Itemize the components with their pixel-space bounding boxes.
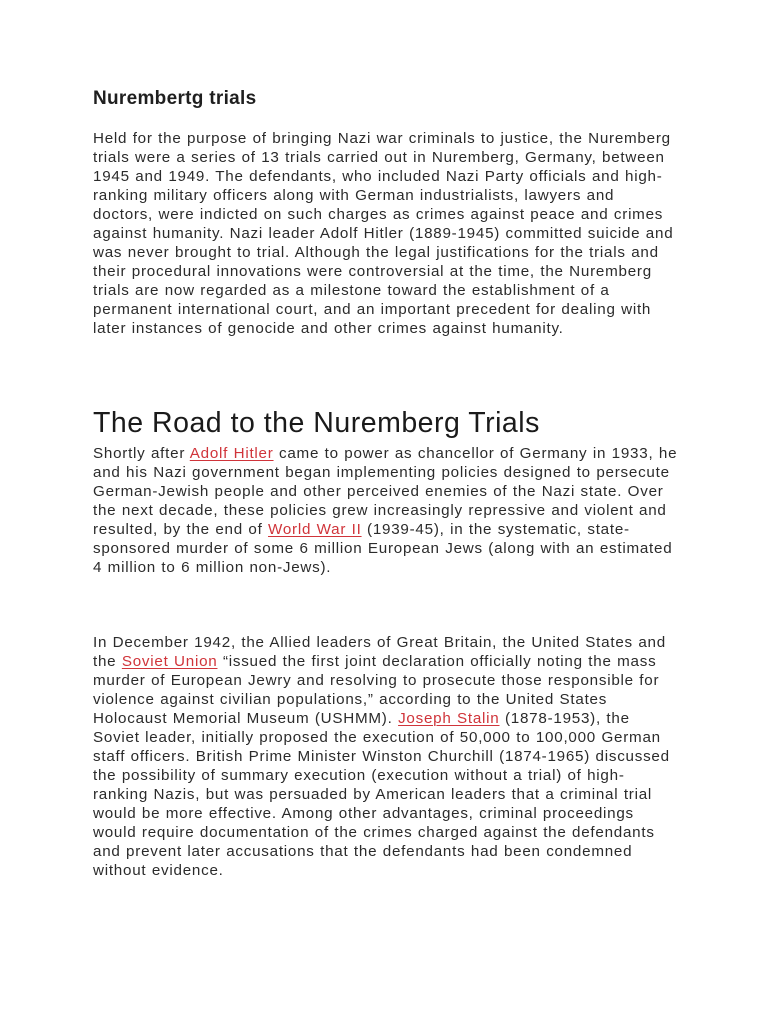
- article-heading: Nurembertg trials: [93, 88, 257, 109]
- intro-paragraph: Held for the purpose of bringing Nazi war criminals to justice, the Nuremberg trials were a series of 13 trials carried out in Nuremberg, Germany, between 1945 and 1949. The defendants, who included Nazi Party officials and high-ranking military officers along with German industrialists, lawyers and doctors, were indicted on such charges as crimes against peace and crimes against humanity. Nazi leader Adolf Hitler (1889-1945) committed suicide and was never brought to trial. Although the legal justifications for the trials and their procedural innovations were controversial at the time, the Nuremberg trials are now regarded as a milestone toward the establishment of a permanent international court, and an important precedent for dealing with later instances of genocide and other crimes against humanity.: [93, 130, 674, 337]
- link-world-war-ii[interactable]: World War II: [268, 521, 362, 538]
- paragraph-text: Shortly after: [93, 445, 190, 462]
- link-joseph-stalin[interactable]: Joseph Stalin: [398, 710, 500, 727]
- paragraph-text: (1878-1953), the Soviet leader, initially proposed the execution of 50,000 to 100,000 German staff officers. British Prime Minister Winston Churchill (1874-1965) discussed the possibility of summary execution (execution without a trial) of high-ranking Nazis, but was persuaded by American leaders that a criminal trial would be more effective. Among other advantages, criminal proceedings would require documentation of the crimes charged against the defendants and prevent later accusations that the defendants had been condemned without evidence.: [93, 710, 670, 879]
- paragraph-text: (1939-45), in the systematic, state-sponsored murder of some 6 million European Jews (along with an estimated 4 million to 6 million non-Jews).: [93, 521, 673, 576]
- paragraph-text: “issued the first joint declaration officially noting the mass murder of European Jewry and resolving to prosecute those responsible for violence against civilian populations,” according to the United States Holocaust Memorial Museum (USHMM).: [93, 653, 660, 727]
- paragraph-text: came to power as chancellor of Germany in 1933, he and his Nazi government began implementing policies designed to persecute German-Jewish people and other perceived enemies of the Nazi state. Over the next decade, these policies grew increasingly repressive and violent and resulted, by the end of: [93, 445, 678, 538]
- link-adolf-hitler[interactable]: Adolf Hitler: [189, 445, 274, 462]
- link-soviet-union[interactable]: Soviet Union: [121, 653, 218, 670]
- paragraph-road-to-trials: [93, 444, 678, 577]
- paragraph-allied-declaration: [93, 633, 678, 880]
- section-title: The Road to the Nuremberg Trials: [93, 407, 540, 439]
- paragraph-text: In December 1942, the Allied leaders of Great Britain, the United States and the: [93, 634, 666, 670]
